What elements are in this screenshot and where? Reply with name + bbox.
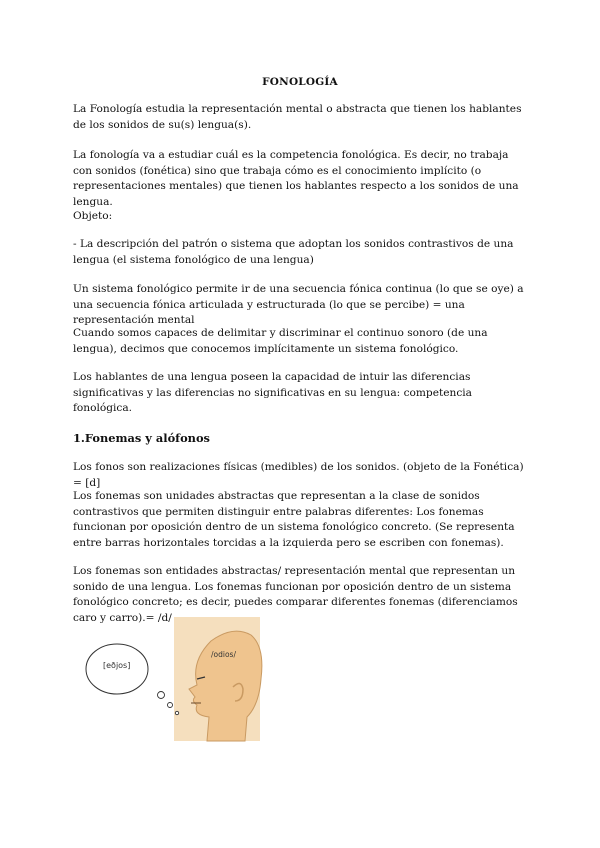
paragraph-phonemes-entities: Los fonemas son entidades abstractas/ representación mental que representan un sonido de una lengua. Los fonemas funcionan por oposición dentro de un sistema fonológico concreto; es decir, puedes comparar diferentes fonemas (diferenciamos caro y carro).= /d/: [73, 565, 518, 624]
head-illustration: [73, 617, 273, 747]
head-illustration-svg: [73, 617, 273, 747]
head-text: /odios/: [211, 650, 236, 659]
paragraph-object-label: Objeto:: [73, 210, 113, 222]
bubble-dot-small: [175, 711, 178, 714]
paragraph-delimitation: Cuando somos capaces de delimitar y discriminar el continuo sonoro (de una lengua), decimos que conocemos implícitamente un sistema fonológico.: [73, 327, 488, 355]
paragraph-phonemes-abstract: Los fonemas son unidades abstractas que representan a la clase de sonidos contrastivos que permiten distinguir entre palabras diferentes: Los fonemas funcionan por oposición dentro de un sistema fonológico concreto. (Se representa entre barras horizontales torcidas a la izquierda pero se escriben con fonemas).: [73, 490, 515, 549]
bubble-dot-large: [158, 692, 165, 699]
paragraph-definition: La Fonología estudia la representación mental o abstracta que tienen los hablantes de los sonidos de su(s) lengua(s).: [73, 103, 522, 131]
page-title: FONOLOGÍA: [262, 76, 338, 88]
bubble-dot-medium: [168, 703, 173, 708]
section-heading: 1.Fonemas y alófonos: [73, 431, 210, 445]
paragraph-phonological-system: Un sistema fonológico permite ir de una secuencia fónica continua (lo que se oye) a una secuencia fónica articulada y estructurada (lo que se percibe) = una representación mental: [73, 283, 524, 327]
paragraph-phones: Los fonos son realizaciones físicas (medibles) de los sonidos. (objeto de la Fonética) = [d]: [73, 461, 524, 489]
paragraph-object-description: - La descripción del patrón o sistema que adoptan los sonidos contrastivos de una lengua (el sistema fonológico de una lengua): [73, 238, 514, 266]
paragraph-competence: La fonología va a estudiar cuál es la competencia fonológica. Es decir, no trabaja con sonidos (fonética) sino que trabaja cómo es el conocimiento implícito (o representaciones mentales) que tienen los hablantes respecto a los sonidos de una lengua.: [73, 149, 519, 208]
bubble-text: [eðjos]: [103, 661, 131, 670]
paragraph-intuition: Los hablantes de una lengua poseen la capacidad de intuir las diferencias significativas y las diferencias no significativas en su lengua: competencia fonológica.: [73, 371, 472, 415]
